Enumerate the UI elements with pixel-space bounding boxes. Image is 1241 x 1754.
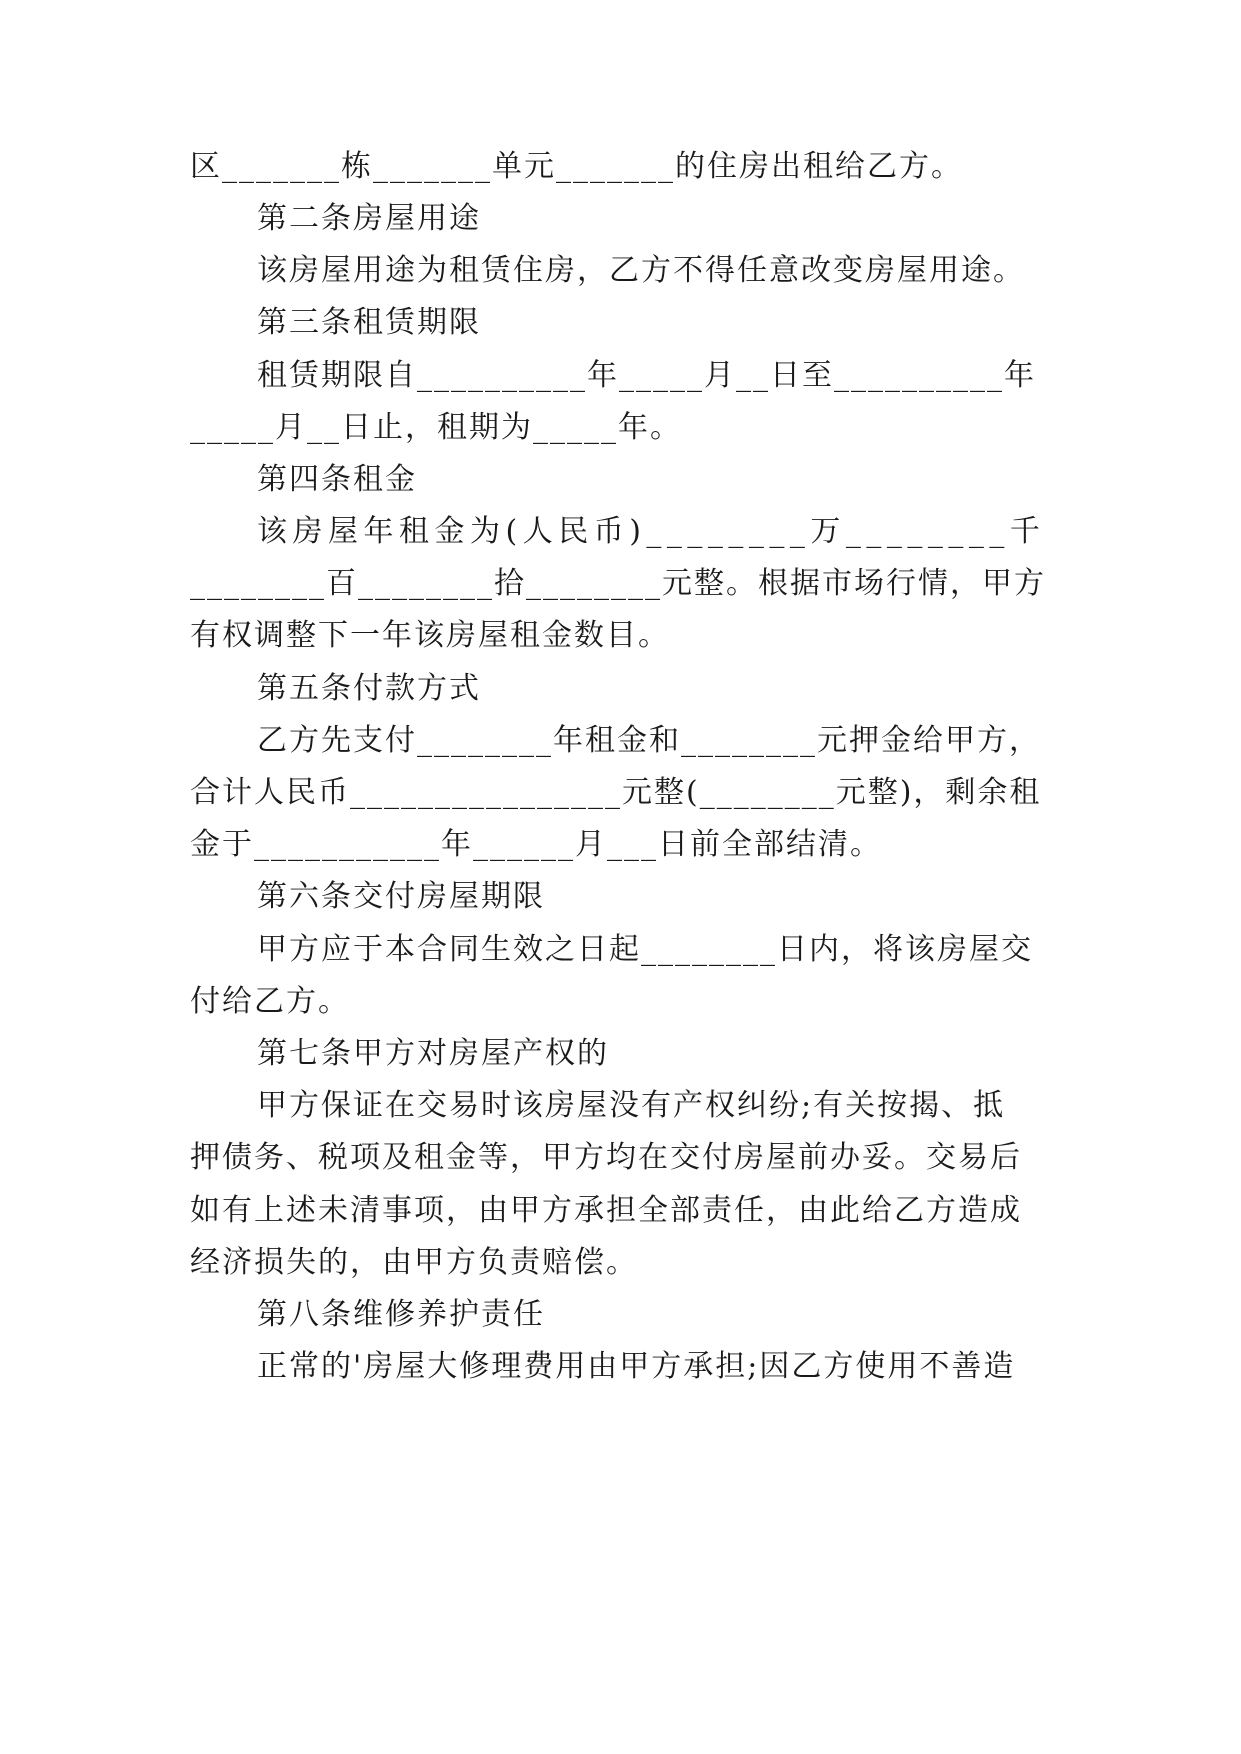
section-heading: 第七条甲方对房屋产权的: [257, 1036, 609, 1071]
paragraph-line: 合计人民币________________元整(________元整)，剩余租: [190, 775, 1042, 810]
paragraph-line: 如有上述未清事项，由甲方承担全部责任，由此给乙方造成: [190, 1193, 1022, 1228]
section-heading: 第五条付款方式: [257, 671, 481, 706]
paragraph-line: _____月__日止，租期为_____年。: [190, 410, 682, 445]
paragraph-line: 有权调整下一年该房屋租金数目。: [190, 618, 670, 653]
section-heading: 第六条交付房屋期限: [257, 879, 545, 914]
paragraph-line: 金于___________年______月___日前全部结清。: [190, 827, 882, 862]
section-heading: 第三条租赁期限: [257, 305, 481, 340]
paragraph-line: 正常的'房屋大修理费用由甲方承担;因乙方使用不善造: [257, 1349, 1016, 1384]
section-heading: 第二条房屋用途: [257, 201, 481, 236]
section-heading: 第四条租金: [257, 462, 417, 497]
paragraph-line: 付给乙方。: [190, 984, 350, 1019]
paragraph-line: 甲方保证在交易时该房屋没有产权纠纷;有关按揭、抵: [257, 1088, 1006, 1123]
section-heading: 第八条维修养护责任: [257, 1297, 545, 1332]
paragraph-line: 乙方先支付________年租金和________元押金给甲方，: [257, 723, 1041, 758]
paragraph-line: 押债务、税项及租金等，甲方均在交付房屋前办妥。交易后: [190, 1140, 1022, 1175]
paragraph-line: 该房屋年租金为(人民币)________万________千: [257, 514, 1046, 549]
paragraph-line: 区_______栋_______单元_______的住房出租给乙方。: [190, 149, 963, 184]
paragraph-line: 经济损失的，由甲方负责赔偿。: [190, 1245, 638, 1280]
paragraph-line: 甲方应于本合同生效之日起________日内，将该房屋交: [257, 932, 1033, 967]
paragraph-line: 租赁期限自__________年_____月__日至__________年: [257, 358, 1036, 393]
paragraph-line: 该房屋用途为租赁住房，乙方不得任意改变房屋用途。: [257, 253, 1025, 288]
paragraph-line: ________百________拾________元整。根据市场行情，甲方: [190, 566, 1046, 601]
